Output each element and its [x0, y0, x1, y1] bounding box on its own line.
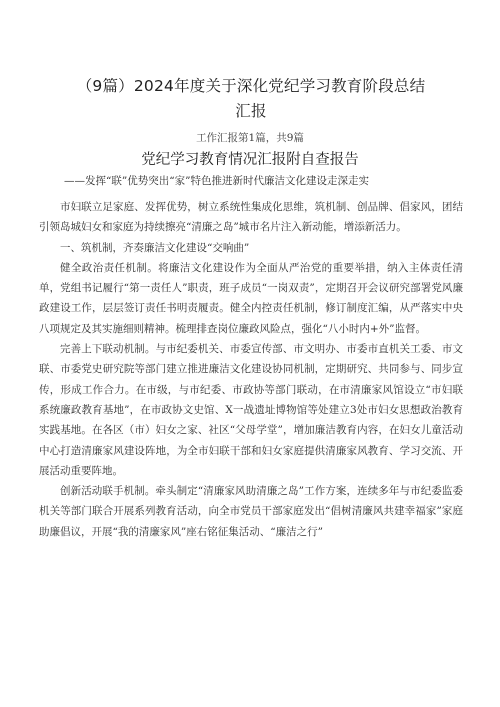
document-title: （9篇）2024年度关于深化党纪学习教育阶段总结汇报 [76, 77, 426, 120]
body-paragraph: 健全政治责任机制。将廉洁文化建设作为全面从严治党的重要举措，纳入主体责任清单，党组书记履行“第一责任人”职责，班子成员“一岗双责”，定期召开会议研究部署党风廉政建设工作，层层签订责任书明责履责。健全内控责任机制，修订制度汇编，从严落实中央八项规定及其实施细则精神。梳理排查岗位廉政风险点，强化“八小时内+外”监督。 [39, 261, 463, 335]
report-title: 党纪学习教育情况汇报附自查报告 [141, 152, 359, 168]
intro-paragraph: 市妇联立足家庭、发挥优势，树立系统性集成化思维，筑机制、创品牌、倡家风，团结引领岛城妇女和家庭为持续擦亮“清廉之岛”城市名片注入新动能，增添新活力。 [39, 201, 463, 234]
body-paragraph: 完善上下联动机制。与市纪委机关、市委宣传部、市文明办、市委市直机关工委、市文联、市委党史研究院等部门建立推进廉洁文化建设协同机制，定期研究、共同参与、同步宣传，形成工作合力。在市级，与市纪委、市政协等部门联动，在市清廉家风馆设立“市妇联系统廉政教育基地”，在市政协文史馆、X一战遗址博物馆等处建立3处市妇女思想政治教育实践基地。在各区（市）妇女之家、社区“父母学堂”，增加廉洁教育内容，在妇女儿童活动中心打造清廉家风建设阵地，为全市妇联干部和妇女家庭提供清廉家风教育、学习交流、开展活动重要阵地。 [39, 343, 463, 477]
article-counter: 工作汇报第1篇，共9篇 [196, 132, 304, 144]
body-paragraph: 创新活动联手机制。牵头制定“清廉家风助清廉之岛”工作方案，连续多年与市纪委监委机关等部门联合开展系列教育活动，向全市党员干部家庭发出“倡树清廉风共建幸福家”家庭助廉倡议，开展“我的清廉家风”座右铭征集活动、“廉洁之行” [39, 485, 463, 538]
report-subtitle: ——发挥“联”优势突出“家”特色推进新时代廉洁文化建设走深走实 [64, 175, 369, 187]
report-body [39, 197, 463, 542]
section-heading: 一、筑机制，齐奏廉洁文化建设“交响曲” [60, 241, 250, 254]
